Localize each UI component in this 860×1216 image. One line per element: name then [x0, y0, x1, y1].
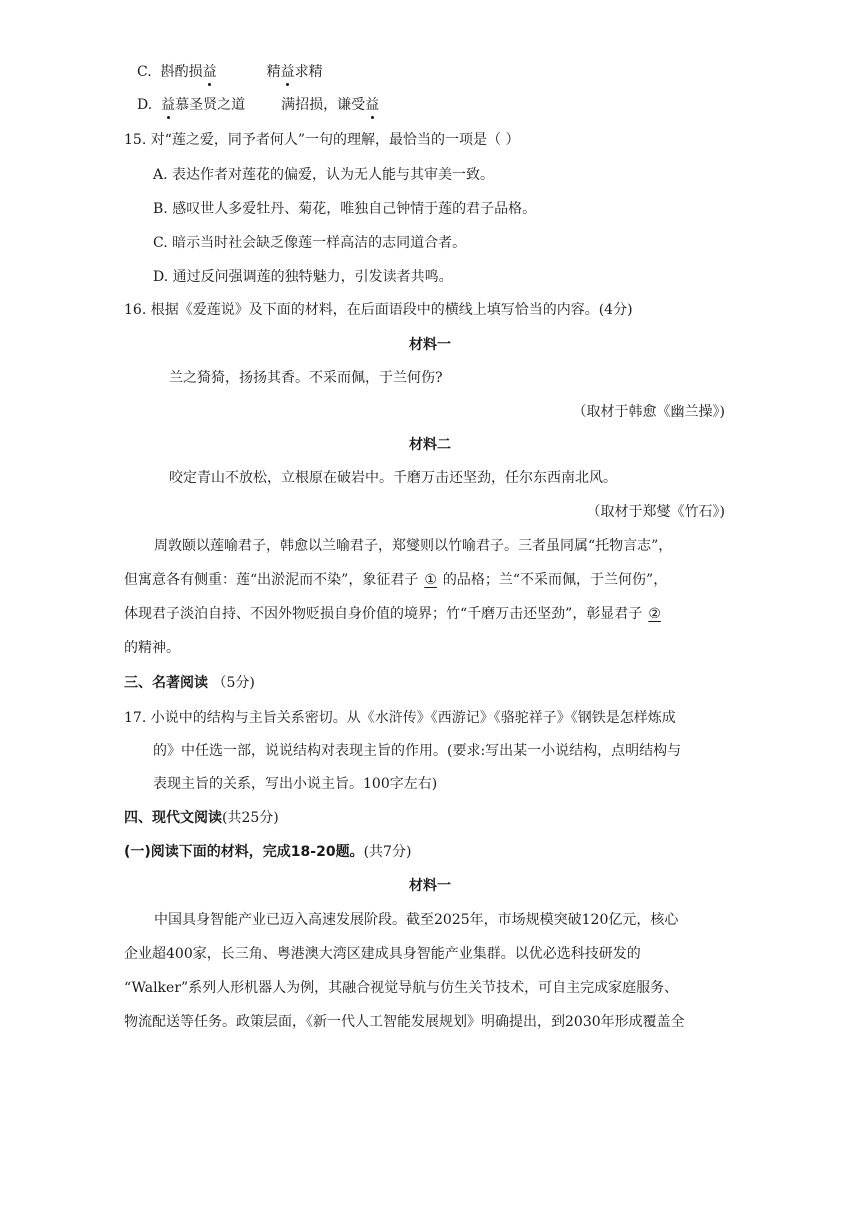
paragraph-text: 的品格；兰“不采而佩，于兰何伤”， [442, 572, 668, 588]
dotted-char: 益 [161, 97, 176, 113]
q16-paragraph-line-4: 的精神。 [124, 640, 180, 656]
option-label: C. [137, 64, 152, 80]
paragraph-text: 体现君子淡泊自持、不因外物贬损自身价值的境界；竹“千磨万击还坚劲”，彰显君子 [124, 606, 643, 622]
blank-2: ② [648, 606, 661, 622]
q15-stem: 15. 对“莲之爱，同予者何人”一句的理解，最恰当的一项是（ ） [124, 132, 520, 148]
blank-1: ① [424, 572, 437, 588]
section-title: 三、名著阅读 [124, 675, 208, 691]
reading-line-4: 物流配送等任务。政策层面，《新一代人工智能发展规划》明确提出，到2030年形成覆盖全 [124, 1014, 685, 1030]
material-2-source: （取材于郑燮《竹石》) [586, 504, 725, 520]
q17-line-3: 表现主旨的关系，写出小说主旨。100字左右) [153, 776, 438, 792]
option-text: 求精 [294, 64, 323, 80]
dotted-char: 益 [365, 97, 380, 113]
q15-option-a: A. 表达作者对莲花的偏爱，认为无人能与其审美一致。 [153, 167, 495, 183]
reading-material-1-title: 材料一 [409, 878, 451, 894]
option-text: 慕圣贤之道 [175, 97, 246, 113]
q17-line-2: 的》中任选一部，说说结构对表现主旨的作用。(要求:写出某一小说结构，点明结构与 [153, 743, 682, 759]
reading-line-2: 企业超400家，长三角、粤港澳大湾区建成具身智能产业集群。以优必选科技研发的 [124, 946, 641, 962]
section-score: (共25分) [222, 810, 279, 826]
material-1-title: 材料一 [409, 337, 451, 353]
option-label: D. [137, 97, 153, 113]
q16-paragraph-line-2 [124, 570, 667, 590]
q16-paragraph-line-1: 周敦颐以莲喻君子，韩愈以兰喻君子，郑燮则以竹喻君子。三者虽同属“托物言志”， [154, 538, 673, 554]
section-4-heading [124, 808, 279, 828]
q14-option-c [137, 62, 323, 82]
q14-option-d [137, 95, 379, 115]
q15-option-b: B. 感叹世人多爱牡丹、菊花，唯独自己钟情于莲的君子品格。 [153, 201, 537, 217]
q16-stem: 16. 根据《爱莲说》及下面的材料，在后面语段中的横线上填写恰当的内容。(4分) [124, 302, 633, 318]
q15-option-c: C. 暗示当时社会缺乏像莲一样高洁的志同道合者。 [153, 235, 467, 251]
q16-paragraph-line-3 [124, 604, 667, 624]
material-1-source: （取材于韩愈《幽兰操》) [572, 404, 725, 420]
part-1-heading [124, 842, 411, 862]
dotted-char: 益 [280, 64, 295, 80]
option-text: 满招损，谦受 [281, 97, 366, 113]
section-score: （5分) [212, 675, 255, 691]
material-2-text: 咬定青山不放松，立根原在破岩中。千磨万击还坚劲，任尔东西南北风。 [169, 470, 617, 486]
option-text: 精 [266, 64, 281, 80]
material-1-text: 兰之猗猗，扬扬其香。不采而佩，于兰何伤? [169, 370, 443, 386]
section-3-heading [124, 673, 255, 693]
part-title: (一)阅读下面的材料，完成18-20题。 [124, 844, 364, 860]
dotted-char: 益 [202, 64, 217, 80]
paragraph-text: 但寓意各有侧重：莲“出淤泥而不染”，象征君子 [124, 572, 419, 588]
q15-option-d: D. 通过反问强调莲的独特魅力，引发读者共鸣。 [153, 269, 453, 285]
reading-line-3: “Walker”系列人形机器人为例，其融合视觉导航与仿生关节技术，可自主完成家庭服务、 [124, 980, 679, 996]
section-title: 四、现代文阅读 [124, 810, 222, 826]
material-2-title: 材料二 [409, 437, 451, 453]
q17-line-1: 17. 小说中的结构与主旨关系密切。从《水浒传》《西游记》《骆驼祥子》《钢铁是怎样炼成 [124, 710, 676, 726]
option-text: 斟酌损 [160, 64, 203, 80]
reading-line-1: 中国具身智能产业已迈入高速发展阶段。截至2025年，市场规模突破120亿元，核心 [154, 912, 679, 928]
part-score: (共7分) [363, 844, 412, 860]
